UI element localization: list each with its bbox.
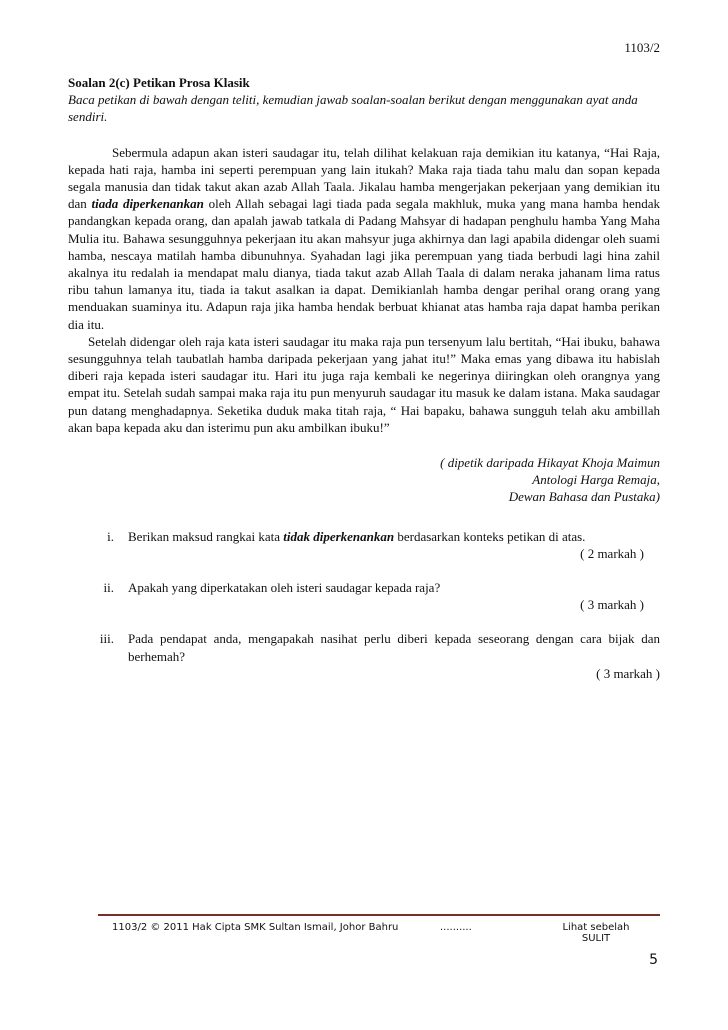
footer-copyright: 1103/2 © 2011 Hak Cipta SMK Sultan Ismail, Johor Bahru [112,922,399,933]
question-marks: ( 3 markah ) [596,665,660,681]
source-citation [68,454,660,506]
question-item [68,528,660,562]
question-number: i. [107,528,114,544]
passage-paragraph-2 [68,333,660,436]
question-number: ii. [103,580,114,596]
paper-code: 1103/2 [624,40,660,55]
question-keyword: tidak diperkenankan [283,528,395,544]
passage-p2: Setelah didengar oleh raja kata isteri saudagar itu maka raja pun tersenyum lalu bertitah, “Hai ibuku, bahawa sesungguhnya telah taubatlah hamba daripada pekerjaan yang jahat itu!” Maka emas yang dibawa itu habislah diberi raja kepada isteri saudagar itu. Hari itu juga raja kembali ke negerinya diiringkan oleh orangnya yang empat itu. Setelah sudah sampai maka raja itu pun menyuruh saudagar itu masuk ke dalam istana. Maka saudagar pun datang menghadapnya. Seketika duduk maka titah raja, “ Hai bapaku, bahawa sungguh telah aku ambillah akan bapa kepada aku dan isterimu pun aku ambilkan ibuku!” [68,333,660,435]
footer-next-page: Lihat sebelah [562,922,630,933]
question-number: iii. [99,631,114,647]
question-marks: ( 2 markah ) [580,545,644,561]
source-line-3: Dewan Bahasa dan Pustaka) [508,489,660,505]
footer-continue [556,922,636,944]
question-text: Berikan maksud rangkai kata tidak diperkenankan berdasarkan konteks petikan di atas. [128,528,586,544]
footer-classification: SULIT [581,933,611,944]
page-number: 5 [649,952,658,968]
footer-dots: .......... [440,922,472,933]
footer-rule [98,914,660,916]
content-area [68,74,660,699]
question-item [68,579,660,613]
passage-paragraph-1 [68,144,660,333]
question-text: Apakah yang diperkatakan oleh isteri saudagar kepada raja? [128,580,441,596]
section-title: Soalan 2(c) Petikan Prosa Klasik [68,75,250,90]
passage-p1-after: oleh Allah sebagai lagi tiada pada segala makhluk, muka yang mana hamba hendak pandangkan kepada orang, dan apalah jawab tatkala di Padang Mahsyar di hadapan penghulu hamba Yang Maha Mulia itu. Bahawa sesungguhnya pekerjaan itu akan mahsyur juga akhirnya dan lagi apabila didengar oleh suami hamba, nescaya matilah hamba dibunuhnya. Syahadan lagi jika perempuan yang tiada berbudi lagi hina zahil akalnya itu redalah ia mendapat malu dianya, tiada takut azab Allah Taala di dalam neraka jahanam lima ratus ribu tahun lamanya itu, tiada ia takut asalkan ia dapat. Demikianlah hamba dengar perihal orang orang yang menduakan suaminya itu. Adapun raja jika hamba hendak berbuat khianat atas hamba raja dapat hamba perikan dia itu. [68,196,661,332]
question-text: Pada pendapat anda, mengapakah nasihat perlu diberi kepada seseorang dengan cara bijak dan berhemah? [128,631,660,664]
source-line-2: Antologi Harga Remaja, [532,472,660,488]
question-list [68,528,660,682]
source-line-1: ( dipetik daripada Hikayat Khoja Maimun [440,455,660,471]
question-item [68,630,660,682]
passage-keyword: tiada diperkenankan [91,196,204,212]
question-marks: ( 3 markah ) [580,597,644,613]
section-instruction: Baca petikan di bawah dengan teliti, kemudian jawab soalan-soalan berikut dengan menggunakan ayat anda sendiri. [68,92,638,125]
passage-p1-before: Sebermula adapun akan isteri saudagar itu, telah dilihat kelakuan raja demikian itu katanya, “Hai Raja, kepada hati raja, hamba ini seperti perempuan yang lain itukah? Maka raja tiada tahu malu dan sopan kepada segala manusia dan tidak takut akan azab Allah Taala. Jikalau hamba mengerjakan pekerjaan yang demikian itu dan [68,144,660,212]
